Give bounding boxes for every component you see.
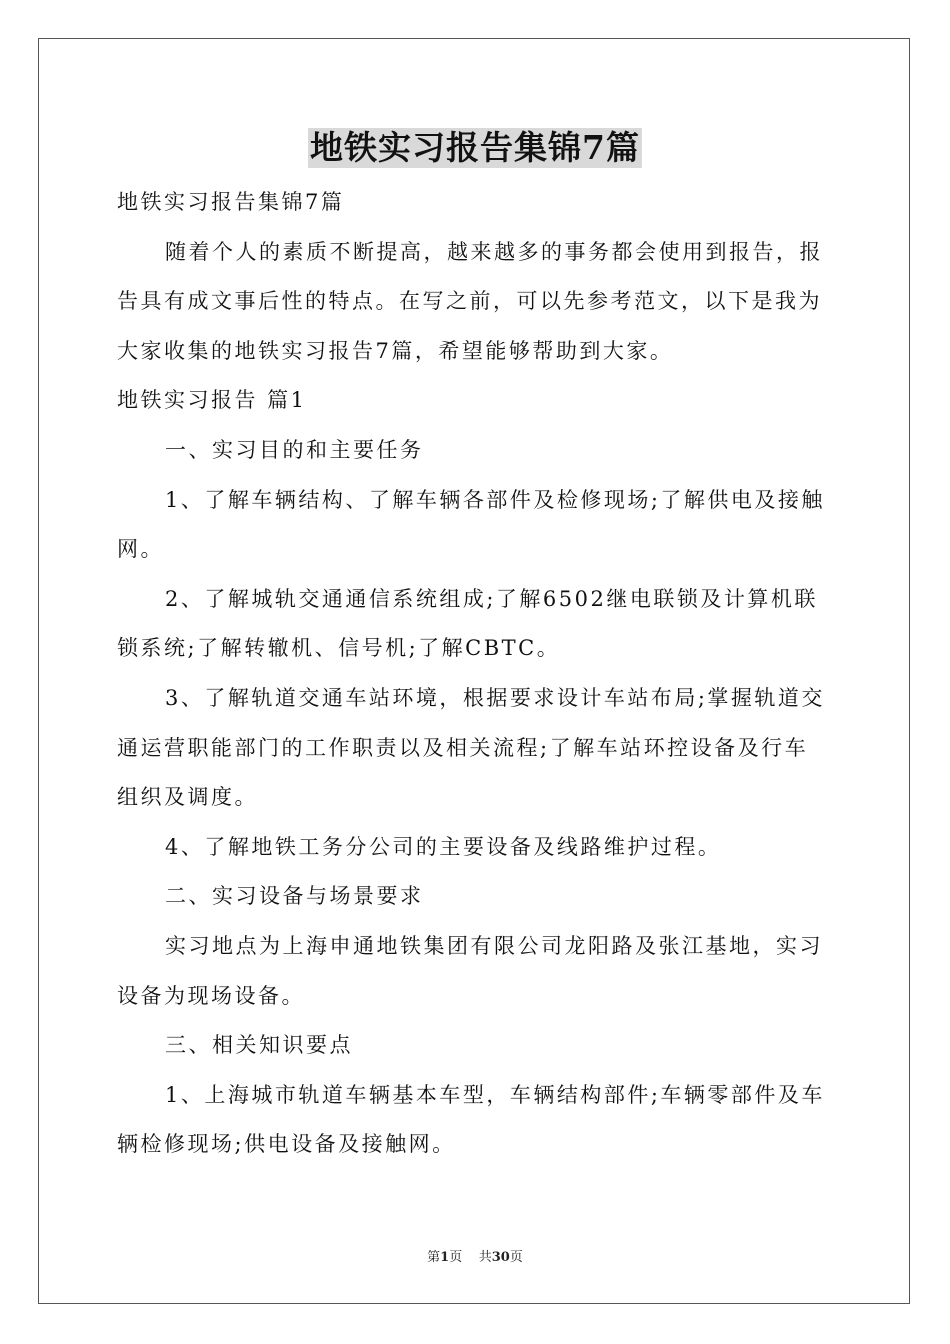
text-line: 1、了解车辆结构、了解车辆各部件及检修现场;了解供电及接触 xyxy=(165,487,825,512)
document-body xyxy=(117,178,833,1170)
text-line: 2、了解城轨交通通信系统组成;了解6502继电联锁及计算机联 xyxy=(165,586,818,611)
text-line: 大家收集的地铁实习报告7篇，希望能够帮助到大家。 xyxy=(117,338,674,363)
text-line: 一、实习目的和主要任务 xyxy=(165,437,424,462)
text-line: 三、相关知识要点 xyxy=(165,1033,353,1058)
total-pages-prefix: 共 xyxy=(478,1250,492,1265)
text-line: 辆检修现场;供电设备及接触网。 xyxy=(117,1132,456,1157)
page-number-prefix: 第 xyxy=(427,1250,441,1265)
total-pages: 30 xyxy=(491,1250,510,1265)
total-pages-suffix: 页 xyxy=(509,1250,523,1265)
text-line: 3、了解轨道交通车站环境，根据要求设计车站布局;掌握轨道交 xyxy=(165,685,825,710)
page-number-suffix: 页 xyxy=(449,1250,463,1265)
text-line: 设备为现场设备。 xyxy=(117,983,305,1008)
text-line: 随着个人的素质不断提高，越来越多的事务都会使用到报告，报 xyxy=(165,239,823,264)
text-line: 地铁实习报告集锦7篇 xyxy=(117,190,345,214)
text-line: 组织及调度。 xyxy=(117,785,258,810)
text-line: 4、了解地铁工务分公司的主要设备及线路维护过程。 xyxy=(165,834,722,859)
text-line: 实习地点为上海申通地铁集团有限公司龙阳路及张江基地，实习 xyxy=(165,933,823,958)
title-container xyxy=(0,128,950,168)
text-line: 网。 xyxy=(117,537,164,562)
text-line: 告具有成文事后性的特点。在写之前，可以先参考范文，以下是我为 xyxy=(117,289,822,314)
text-line: 地铁实习报告 篇1 xyxy=(117,388,307,413)
document-title: 地铁实习报告集锦7篇 xyxy=(310,128,640,167)
text-line: 二、实习设备与场景要求 xyxy=(165,884,424,909)
page-number: 1 xyxy=(440,1250,450,1265)
text-line: 通运营职能部门的工作职责以及相关流程;了解车站环控设备及行车 xyxy=(117,735,809,760)
page-footer xyxy=(0,1246,950,1265)
text-line: 1、上海城市轨道车辆基本车型，车辆结构部件;车辆零部件及车 xyxy=(165,1082,825,1107)
text-line: 锁系统;了解转辙机、信号机;了解CBTC。 xyxy=(117,636,561,661)
